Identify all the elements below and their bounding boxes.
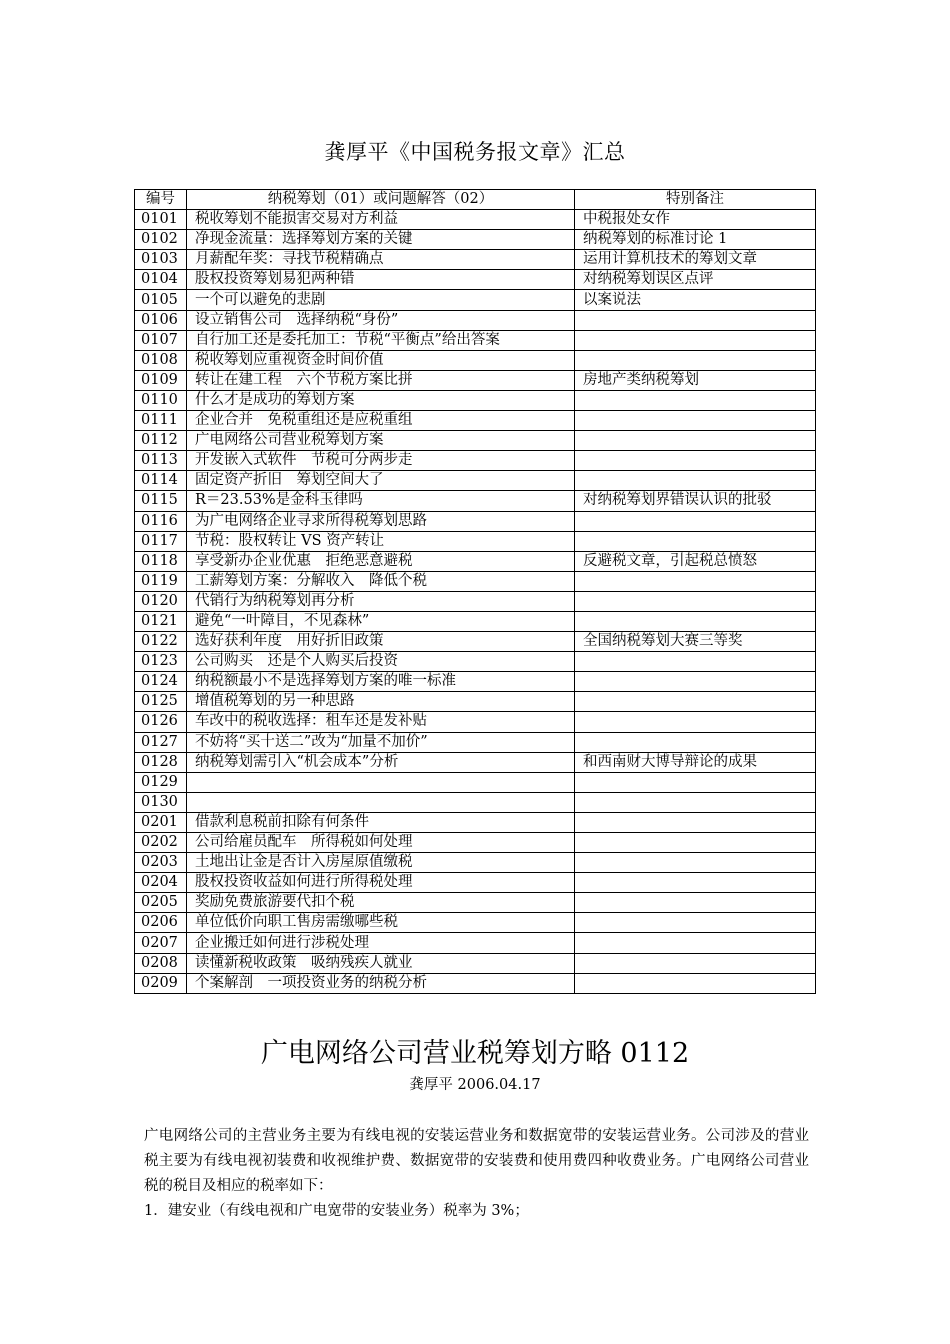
- cell-topic: 纳税筹划需引入“机会成本”分析: [187, 752, 575, 772]
- cell-number: 0129: [135, 772, 187, 792]
- cell-topic: 不妨将“买十送二”改为“加量不加价”: [187, 732, 575, 752]
- table-row: [135, 692, 816, 712]
- cell-remark: 反避税文章，引起税总愤怒: [575, 551, 816, 571]
- table-row: [135, 390, 816, 410]
- cell-topic: 广电网络公司营业税筹划方案: [187, 431, 575, 451]
- cell-number: 0118: [135, 551, 187, 571]
- table-row: [135, 210, 816, 230]
- table-header-row: [135, 190, 816, 210]
- cell-topic: 为广电网络企业寻求所得税筹划思路: [187, 511, 575, 531]
- article-title: 广电网络公司营业税筹划方略 0112: [260, 1038, 690, 1069]
- cell-remark: [575, 873, 816, 893]
- cell-remark: 运用计算机技术的筹划文章: [575, 250, 816, 270]
- table-row: [135, 310, 816, 330]
- table-row: [135, 551, 816, 571]
- cell-topic: 公司给雇员配车 所得税如何处理: [187, 833, 575, 853]
- cell-number: 0130: [135, 792, 187, 812]
- cell-number: 0119: [135, 571, 187, 591]
- cell-number: 0207: [135, 933, 187, 953]
- cell-number: 0104: [135, 270, 187, 290]
- table-row: [135, 431, 816, 451]
- table-row: [135, 772, 816, 792]
- cell-remark: 对纳税筹划误区点评: [575, 270, 816, 290]
- document-title: 龚厚平《中国税务报文章》汇总: [324, 140, 626, 164]
- cell-topic: 开发嵌入式软件 节税可分两步走: [187, 451, 575, 471]
- cell-remark: 和西南财大博导辩论的成果: [575, 752, 816, 772]
- table-row: [135, 511, 816, 531]
- cell-topic: 股权投资收益如何进行所得税处理: [187, 873, 575, 893]
- cell-topic: 纳税额最小不是选择筹划方案的唯一标准: [187, 672, 575, 692]
- table-row: [135, 370, 816, 390]
- cell-topic: 设立销售公司 选择纳税“身份”: [187, 310, 575, 330]
- table-row: [135, 471, 816, 491]
- cell-topic: 公司购买 还是个人购买后投资: [187, 652, 575, 672]
- cell-number: 0205: [135, 893, 187, 913]
- cell-topic: [187, 792, 575, 812]
- cell-remark: [575, 792, 816, 812]
- cell-remark: [575, 390, 816, 410]
- cell-remark: [575, 732, 816, 752]
- cell-remark: [575, 511, 816, 531]
- table-row: [135, 812, 816, 832]
- table-row: [135, 611, 816, 631]
- cell-number: 0124: [135, 672, 187, 692]
- cell-number: 0117: [135, 531, 187, 551]
- table-row: [135, 732, 816, 752]
- table-body: [135, 210, 816, 994]
- cell-topic: 自行加工还是委托加工：节税“平衡点”给出答案: [187, 330, 575, 350]
- cell-remark: [575, 330, 816, 350]
- cell-remark: [575, 591, 816, 611]
- cell-number: 0102: [135, 230, 187, 250]
- cell-remark: [575, 350, 816, 370]
- cell-number: 0206: [135, 913, 187, 933]
- cell-number: 0209: [135, 973, 187, 993]
- table-row: [135, 350, 816, 370]
- article-paragraph: 广电网络公司的主营业务主要为有线电视的安装运营业务和数据宽带的安装运营业务。公司涉及的营业税主要为有线电视初装费和收视维护费、数据宽带的安装费和使用费四种收费业务。广电网络公司营业税的税目及相应的税率如下：: [144, 1128, 809, 1194]
- cell-number: 0122: [135, 632, 187, 652]
- cell-topic: 奖励免费旅游要代扣个税: [187, 893, 575, 913]
- cell-remark: [575, 833, 816, 853]
- cell-number: 0109: [135, 370, 187, 390]
- cell-topic: 股权投资筹划易犯两种错: [187, 270, 575, 290]
- cell-number: 0111: [135, 411, 187, 431]
- cell-remark: [575, 471, 816, 491]
- cell-remark: [575, 611, 816, 631]
- table-row: [135, 411, 816, 431]
- cell-topic: 避免“一叶障目，不见森林”: [187, 611, 575, 631]
- cell-topic: 什么才是成功的筹划方案: [187, 390, 575, 410]
- cell-topic: 选好获利年度 用好折旧政策: [187, 632, 575, 652]
- table-row: [135, 451, 816, 471]
- cell-topic: 增值税筹划的另一种思路: [187, 692, 575, 712]
- cell-number: 0116: [135, 511, 187, 531]
- cell-number: 0125: [135, 692, 187, 712]
- cell-number: 0107: [135, 330, 187, 350]
- cell-topic: 单位低价向职工售房需缴哪些税: [187, 913, 575, 933]
- table-row: [135, 953, 816, 973]
- cell-remark: 以案说法: [575, 290, 816, 310]
- articles-summary-table: [134, 189, 816, 994]
- table-row: [135, 973, 816, 993]
- table-row: [135, 853, 816, 873]
- cell-remark: [575, 692, 816, 712]
- cell-remark: [575, 772, 816, 792]
- article-paragraph: 1．建安业（有线电视和广电宽带的安装业务）税率为 3%；: [144, 1203, 529, 1219]
- cell-number: 0204: [135, 873, 187, 893]
- table-row: [135, 491, 816, 511]
- cell-number: 0208: [135, 953, 187, 973]
- cell-topic: 转让在建工程 六个节税方案比拼: [187, 370, 575, 390]
- table-row: [135, 933, 816, 953]
- table-row: [135, 652, 816, 672]
- cell-topic: 月薪配年奖：寻找节税精确点: [187, 250, 575, 270]
- cell-remark: [575, 853, 816, 873]
- cell-number: 0126: [135, 712, 187, 732]
- cell-number: 0108: [135, 350, 187, 370]
- cell-topic: 净现金流量：选择筹划方案的关键: [187, 230, 575, 250]
- cell-remark: [575, 672, 816, 692]
- article-byline: 龚厚平 2006.04.17: [409, 1077, 541, 1093]
- cell-number: 0106: [135, 310, 187, 330]
- cell-remark: [575, 431, 816, 451]
- cell-topic: 读懂新税收政策 吸纳残疾人就业: [187, 953, 575, 973]
- table-row: [135, 531, 816, 551]
- cell-remark: [575, 712, 816, 732]
- cell-remark: [575, 451, 816, 471]
- cell-number: 0105: [135, 290, 187, 310]
- cell-number: 0127: [135, 732, 187, 752]
- cell-remark: [575, 913, 816, 933]
- cell-remark: [575, 571, 816, 591]
- cell-topic: 借款利息税前扣除有何条件: [187, 812, 575, 832]
- cell-topic: 个案解剖 一项投资业务的纳税分析: [187, 973, 575, 993]
- header-number: 编号: [135, 190, 187, 210]
- cell-topic: 税收筹划不能损害交易对方利益: [187, 210, 575, 230]
- cell-number: 0113: [135, 451, 187, 471]
- cell-topic: 节税：股权转让 VS 资产转让: [187, 531, 575, 551]
- table-row: [135, 632, 816, 652]
- cell-topic: 代销行为纳税筹划再分析: [187, 591, 575, 611]
- cell-remark: 房地产类纳税筹划: [575, 370, 816, 390]
- cell-topic: 企业搬迁如何进行涉税处理: [187, 933, 575, 953]
- cell-topic: 固定资产折旧 筹划空间大了: [187, 471, 575, 491]
- cell-number: 0112: [135, 431, 187, 451]
- table-row: [135, 712, 816, 732]
- cell-remark: [575, 953, 816, 973]
- cell-remark: 全国纳税筹划大赛三等奖: [575, 632, 816, 652]
- cell-number: 0120: [135, 591, 187, 611]
- cell-remark: [575, 531, 816, 551]
- cell-number: 0110: [135, 390, 187, 410]
- cell-topic: R＝23.53%是金科玉律吗: [187, 491, 575, 511]
- cell-topic: 车改中的税收选择：租车还是发补贴: [187, 712, 575, 732]
- cell-topic: 企业合并 免税重组还是应税重组: [187, 411, 575, 431]
- cell-topic: [187, 772, 575, 792]
- cell-number: 0101: [135, 210, 187, 230]
- table-row: [135, 913, 816, 933]
- table-row: [135, 290, 816, 310]
- cell-topic: 一个可以避免的悲剧: [187, 290, 575, 310]
- article-body: [144, 1124, 809, 1224]
- cell-number: 0115: [135, 491, 187, 511]
- cell-remark: [575, 310, 816, 330]
- cell-number: 0114: [135, 471, 187, 491]
- cell-number: 0123: [135, 652, 187, 672]
- cell-number: 0203: [135, 853, 187, 873]
- table-row: [135, 792, 816, 812]
- cell-remark: [575, 411, 816, 431]
- cell-number: 0201: [135, 812, 187, 832]
- table-row: [135, 330, 816, 350]
- cell-remark: 纳税筹划的标准讨论 1: [575, 230, 816, 250]
- cell-remark: 对纳税筹划界错误认识的批驳: [575, 491, 816, 511]
- cell-remark: [575, 973, 816, 993]
- cell-number: 0202: [135, 833, 187, 853]
- table-row: [135, 270, 816, 290]
- table-row: [135, 893, 816, 913]
- table-row: [135, 752, 816, 772]
- cell-number: 0128: [135, 752, 187, 772]
- cell-remark: 中税报处女作: [575, 210, 816, 230]
- table-row: [135, 672, 816, 692]
- table-row: [135, 230, 816, 250]
- cell-remark: [575, 652, 816, 672]
- cell-remark: [575, 812, 816, 832]
- cell-topic: 土地出让金是否计入房屋原值缴税: [187, 853, 575, 873]
- header-remark: 特别备注: [575, 190, 816, 210]
- header-topic: 纳税筹划（01）或问题解答（02）: [187, 190, 575, 210]
- cell-remark: [575, 893, 816, 913]
- cell-topic: 享受新办企业优惠 拒绝恶意避税: [187, 551, 575, 571]
- table-row: [135, 591, 816, 611]
- table-row: [135, 571, 816, 591]
- cell-number: 0103: [135, 250, 187, 270]
- cell-topic: 税收筹划应重视资金时间价值: [187, 350, 575, 370]
- cell-number: 0121: [135, 611, 187, 631]
- table-row: [135, 873, 816, 893]
- cell-topic: 工薪筹划方案：分解收入 降低个税: [187, 571, 575, 591]
- table-row: [135, 250, 816, 270]
- cell-remark: [575, 933, 816, 953]
- table-row: [135, 833, 816, 853]
